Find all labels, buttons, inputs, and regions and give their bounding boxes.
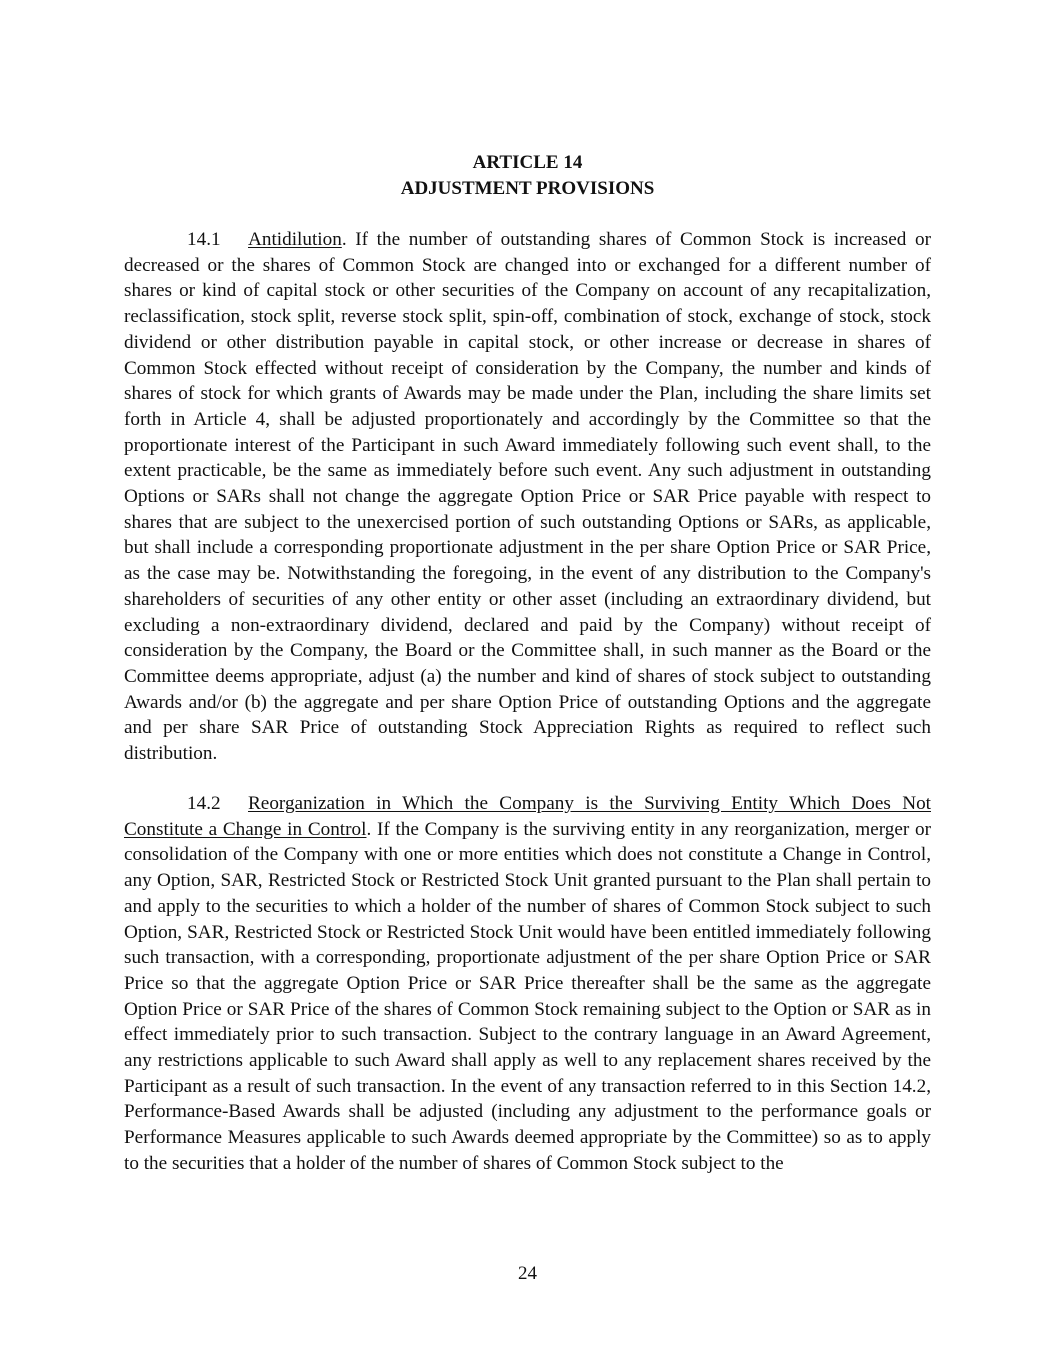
section-14-2 bbox=[124, 791, 931, 1177]
article-title: ADJUSTMENT PROVISIONS bbox=[400, 178, 655, 199]
page-number: 24 bbox=[518, 1263, 537, 1284]
section-number: 14.2 bbox=[187, 793, 221, 814]
section-number: 14.1 bbox=[187, 229, 221, 250]
section-body: . If the number of outstanding shares of Common Stock is increased or decreased or the shares of Common Stock are changed into or exchanged for a different number of shares or kind of capital stock or other securities of the Company on account of any recapitalization, reclassification, stock split, reverse stock split, spin-off, combination of stock, exchange of stock, stock dividend or other distribution payable in capital stock, or other increase or decrease in shares of Common Stock effected without receipt of consideration by the Company, the number and kinds of shares of stock for which grants of Awards may be made under the Plan, including the share limits set forth in Article 4, shall be adjusted proportionately and accordingly by the Committee so that the proportionate interest of the Participant in such Award immediately following such event shall, to the extent practicable, be the same as immediately before such event. Any such adjustment in outstanding Options or SARs shall not change the aggregate Option Price or SAR Price payable with respect to shares that are subject to the unexercised portion of such outstanding Options or SARs, as applicable, but shall include a corresponding proportionate adjustment in the per share Option Price or SAR Price, as the case may be. Notwithstanding the foregoing, in the event of any distribution to the Company's shareholders of securities of any other entity or other asset (including an extraordinary dividend, but excluding a non-extraordinary dividend, declared and paid by the Company) without receipt of consideration by the Company, the Board or the Committee shall, in such manner as the Board or the Committee deems appropriate, adjust (a) the number and kind of shares of stock subject to outstanding Awards and/or (b) the aggregate and per share Option Price of outstanding Options and the aggregate and per share SAR Price of outstanding Stock Appreciation Rights as required to reflect such distribution. bbox=[124, 229, 931, 765]
section-body: . If the Company is the surviving entity in any reorganization, merger or consolidation of the Company with one or more entities which does not constitute a Change in Control, any Option, SAR, Restricted Stock or Restricted Stock Unit granted pursuant to the Plan shall pertain to and apply to the securities to which a holder of the number of shares of Common Stock subject to such Option, SAR, Restricted Stock or Restricted Stock Unit would have been entitled immediately following such transaction, with a corresponding, proportionate adjustment of the per share Option Price or SAR Price so that the aggregate Option Price or SAR Price thereafter shall be the same as the aggregate Option Price or SAR Price of the shares of Common Stock remaining subject to the Option or SAR as in effect immediately prior to such transaction. Subject to the contrary language in an Award Agreement, any restrictions applicable to such Award shall apply as well to any replacement shares received by the Participant as a result of such transaction. In the event of any transaction referred to in this Section 14.2, Performance-Based Awards shall be adjusted (including any adjustment to the performance goals or Performance Measures applicable to such Awards deemed appropriate by the Committee) so as to apply to the securities that a holder of the number of shares of Common Stock subject to the bbox=[124, 818, 931, 1174]
section-heading: Reorganization in Which the Company is the Surviving Entity Which Does Not Constitute a Change in Control bbox=[124, 793, 931, 840]
section-heading: Antidilution bbox=[248, 229, 342, 250]
section-14-1 bbox=[124, 227, 931, 767]
article-label: ARTICLE 14 bbox=[472, 152, 583, 173]
